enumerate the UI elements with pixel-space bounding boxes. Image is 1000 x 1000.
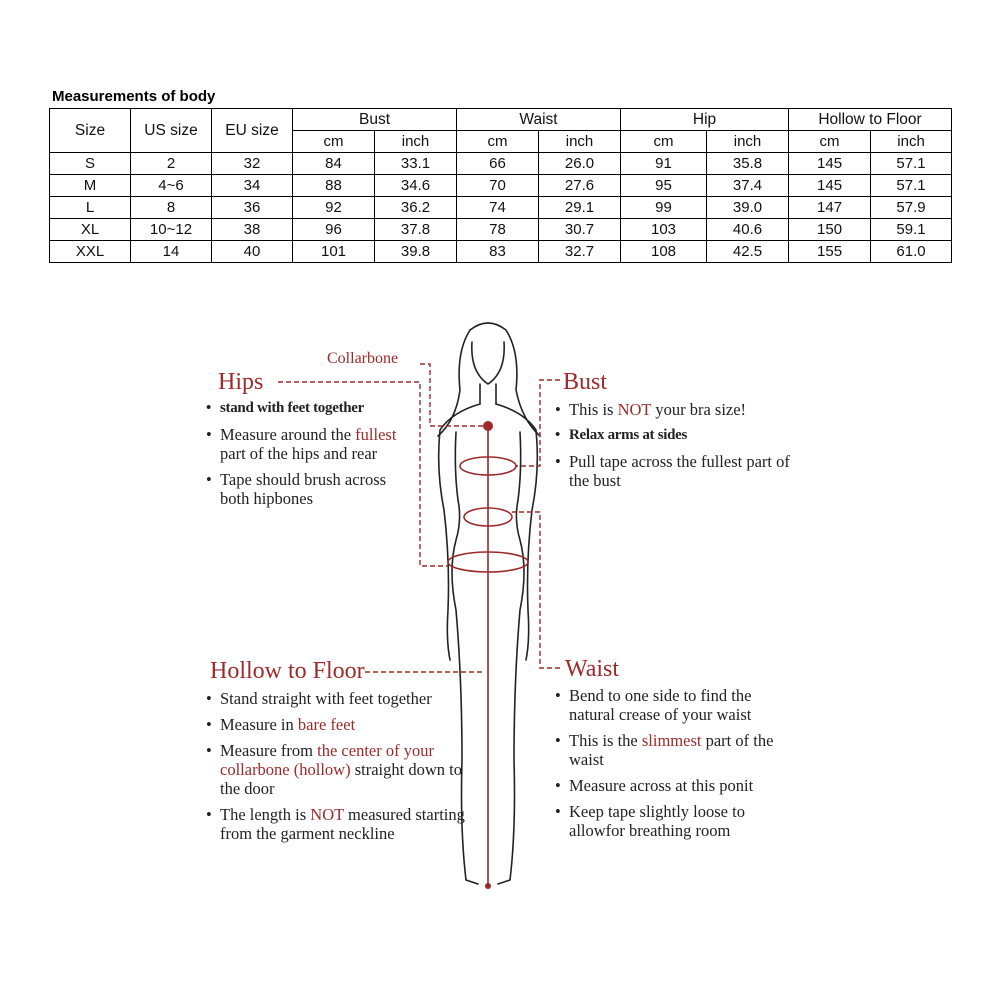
table-cell: 37.4 (707, 175, 789, 197)
table-title: Measurements of body (52, 88, 216, 105)
table-cell: 8 (131, 197, 212, 219)
table-cell: 26.0 (539, 153, 621, 175)
table-row (50, 153, 952, 175)
list-item: • Measure across at this ponit (555, 776, 795, 795)
table-cell: 92 (293, 197, 375, 219)
table-cell: 2 (131, 153, 212, 175)
hollow-to-floor-instructions (206, 689, 468, 850)
unit-cell: inch (539, 131, 621, 153)
table-cell: 84 (293, 153, 375, 175)
size-table (49, 108, 952, 263)
unit-cell: cm (293, 131, 375, 153)
list-item: • This is NOT your bra size! (555, 400, 805, 419)
table-cell: 83 (457, 241, 539, 263)
table-cell: 91 (621, 153, 707, 175)
table-cell: 70 (457, 175, 539, 197)
table-row (50, 219, 952, 241)
unit-cell: inch (707, 131, 789, 153)
list-item: • Measure around the fullest part of the hips and rear (206, 425, 411, 463)
table-row (50, 241, 952, 263)
table-cell: 38 (212, 219, 293, 241)
table-cell: 101 (293, 241, 375, 263)
table-cell: XXL (50, 241, 131, 263)
list-item: • Pull tape across the fullest part of the bust (555, 452, 805, 490)
header-size: Size (50, 109, 131, 153)
unit-cell: inch (871, 131, 952, 153)
table-cell: 36.2 (375, 197, 457, 219)
table-cell: 74 (457, 197, 539, 219)
table-cell: 33.1 (375, 153, 457, 175)
table-cell: 108 (621, 241, 707, 263)
table-cell: 27.6 (539, 175, 621, 197)
table-cell: M (50, 175, 131, 197)
table-cell: 59.1 (871, 219, 952, 241)
table-cell: 36 (212, 197, 293, 219)
list-item: • Tape should brush across both hipbones (206, 470, 411, 508)
table-cell: 34 (212, 175, 293, 197)
header-bust: Bust (293, 109, 457, 131)
table-cell: 88 (293, 175, 375, 197)
unit-cell: cm (621, 131, 707, 153)
table-cell: 66 (457, 153, 539, 175)
table-cell: 57.1 (871, 153, 952, 175)
header-hip: Hip (621, 109, 789, 131)
header-waist: Waist (457, 109, 621, 131)
table-cell: XL (50, 219, 131, 241)
table-cell: 95 (621, 175, 707, 197)
list-item: • Measure from the center of your collarbone (hollow) straight down to the door (206, 741, 468, 798)
table-cell: 37.8 (375, 219, 457, 241)
collarbone-label: Collarbone (327, 350, 399, 367)
table-cell: 145 (789, 175, 871, 197)
waist-title: Waist (565, 656, 620, 682)
table-cell: 103 (621, 219, 707, 241)
table-cell: 32 (212, 153, 293, 175)
list-item: • This is the slimmest part of the waist (555, 731, 795, 769)
unit-cell: cm (457, 131, 539, 153)
table-cell: 35.8 (707, 153, 789, 175)
table-cell: 32.7 (539, 241, 621, 263)
table-cell: 150 (789, 219, 871, 241)
table-cell: 96 (293, 219, 375, 241)
table-row (50, 197, 952, 219)
waist-instructions (555, 686, 795, 847)
table-cell: 4~6 (131, 175, 212, 197)
list-item: • Measure in bare feet (206, 715, 468, 734)
table-cell: 14 (131, 241, 212, 263)
table-cell: 78 (457, 219, 539, 241)
table-cell: 39.8 (375, 241, 457, 263)
table-row (50, 175, 952, 197)
header-eu-size: EU size (212, 109, 293, 153)
table-cell: 40.6 (707, 219, 789, 241)
table-cell: 57.1 (871, 175, 952, 197)
header-hollow-to-floor: Hollow to Floor (789, 109, 952, 131)
list-item: • Keep tape slightly loose to allowfor breathing room (555, 802, 795, 840)
list-item: • Relax arms at sides (555, 426, 805, 445)
table-cell: 42.5 (707, 241, 789, 263)
header-us-size: US size (131, 109, 212, 153)
list-item: • Stand straight with feet together (206, 689, 468, 708)
list-item: • The length is NOT measured starting from the garment neckline (206, 805, 468, 843)
hollow-to-floor-title: Hollow to Floor (210, 658, 365, 684)
table-cell: 34.6 (375, 175, 457, 197)
unit-cell: inch (375, 131, 457, 153)
unit-cell: cm (789, 131, 871, 153)
hips-title: Hips (218, 369, 264, 395)
table-cell: 10~12 (131, 219, 212, 241)
table-cell: L (50, 197, 131, 219)
table-cell: 145 (789, 153, 871, 175)
table-cell: 99 (621, 197, 707, 219)
bust-title: Bust (563, 369, 608, 395)
table-cell: 29.1 (539, 197, 621, 219)
list-item: • Bend to one side to find the natural crease of your waist (555, 686, 795, 724)
table-cell: 57.9 (871, 197, 952, 219)
bust-instructions (555, 400, 805, 497)
table-cell: 39.0 (707, 197, 789, 219)
table-cell: 147 (789, 197, 871, 219)
table-cell: 61.0 (871, 241, 952, 263)
hips-instructions (206, 399, 411, 515)
table-cell: 30.7 (539, 219, 621, 241)
table-cell: S (50, 153, 131, 175)
table-cell: 155 (789, 241, 871, 263)
table-cell: 40 (212, 241, 293, 263)
list-item: • stand with feet together (206, 399, 411, 418)
